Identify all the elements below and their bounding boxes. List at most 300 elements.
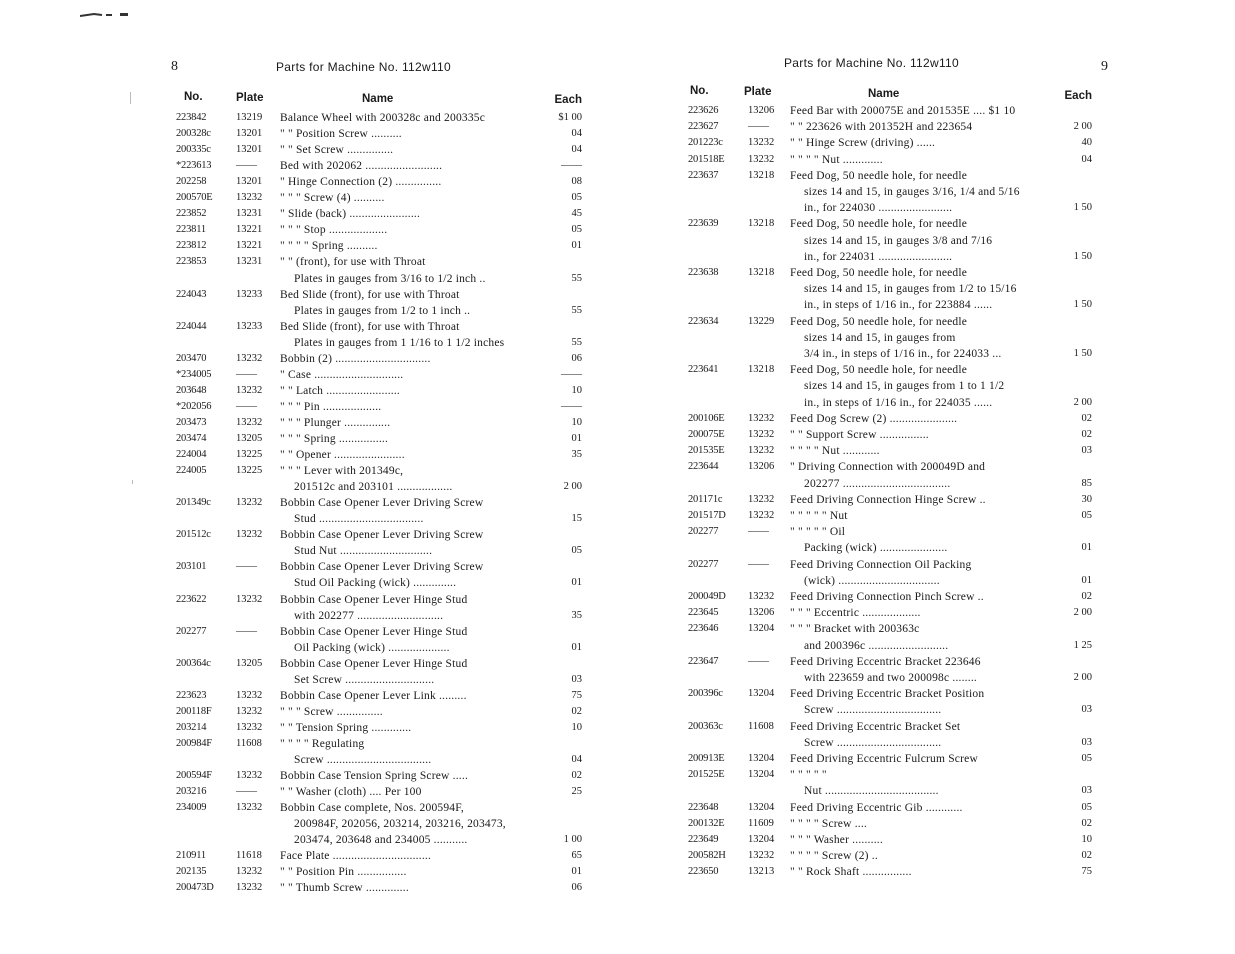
unit-price: 06: [571, 882, 582, 894]
part-number: 200913E: [688, 753, 725, 764]
unit-price: 01: [1081, 542, 1092, 554]
part-name: 203474, 203648 and 234005 ...........: [294, 834, 468, 847]
unit-price: 05: [571, 224, 582, 236]
plate-number: 13232: [748, 591, 775, 602]
unit-price: 02: [1081, 412, 1092, 424]
table-row: [168, 206, 586, 222]
plate-number: 13205: [236, 433, 263, 444]
plate-number: 13232: [236, 497, 263, 509]
table-row: [168, 752, 586, 768]
table-row: [168, 335, 586, 351]
table-row: [680, 670, 1100, 686]
unit-price: 06: [571, 352, 582, 364]
table-row: [168, 624, 586, 640]
part-name: Bed Slide (front), for use with Throat: [280, 320, 460, 333]
plate-number: ——: [236, 400, 257, 412]
part-number: 224005: [176, 465, 207, 477]
part-number: 223812: [176, 240, 207, 252]
part-number: 223645: [688, 607, 719, 619]
part-name: Bed with 202062 .........................: [280, 160, 443, 173]
part-name: " " " " Spring ..........: [280, 240, 378, 253]
plate-number: 13232: [748, 412, 775, 424]
unit-price: 05: [1081, 510, 1092, 521]
plate-number: 13204: [748, 834, 775, 845]
table-row: [680, 443, 1100, 459]
part-name: Bobbin (2) ...............................: [280, 352, 431, 365]
column-header-each: Each: [554, 94, 582, 106]
column-header-name: Name: [868, 88, 900, 100]
part-number: 224004: [176, 449, 207, 461]
part-number: 224044: [176, 320, 207, 332]
table-row: [168, 238, 586, 254]
table-row: [680, 200, 1100, 216]
part-number: 200473D: [176, 882, 214, 894]
plate-number: ——: [748, 526, 769, 538]
part-name: Feed Driving Connection Hinge Screw ..: [790, 493, 986, 506]
table-row: [168, 399, 586, 415]
plate-number: 13232: [748, 510, 775, 521]
table-row: [168, 768, 586, 784]
part-name: Feed Driving Eccentric Bracket 223646: [790, 655, 981, 668]
plate-number: 13232: [748, 850, 775, 862]
table-row: [168, 592, 586, 608]
table-row: [680, 783, 1100, 799]
table-row: [680, 362, 1100, 378]
plate-number: 13218: [748, 267, 775, 278]
table-row: [168, 367, 586, 383]
part-name: 201512c and 203101 ..................: [294, 481, 453, 494]
table-row: [168, 816, 586, 832]
unit-price: 03: [1081, 704, 1092, 716]
plate-number: 13225: [236, 449, 263, 461]
part-name: " " " " Screw (2) ..: [790, 850, 878, 863]
part-number: 200049D: [688, 591, 726, 602]
plate-number: 13232: [748, 153, 775, 165]
plate-number: 13204: [748, 769, 775, 781]
plate-number: 13232: [236, 529, 263, 541]
part-name: Oil Packing (wick) ....................: [294, 641, 450, 654]
unit-price: ——: [561, 160, 582, 172]
table-row: [168, 351, 586, 367]
part-name: sizes 14 and 15, in gauges 3/8 and 7/16: [804, 234, 993, 247]
part-name: " " " Lever with 201349c,: [280, 465, 404, 478]
unit-price: 10: [571, 721, 582, 733]
part-number: 201349c: [176, 497, 211, 509]
part-number: 203214: [176, 721, 207, 733]
column-header-each: Each: [1064, 90, 1092, 102]
part-number: 223622: [176, 593, 207, 605]
margin-speck: [130, 92, 131, 104]
plate-number: 13205: [236, 657, 263, 669]
part-number: 224043: [176, 288, 207, 300]
unit-price: 08: [571, 176, 582, 188]
table-row: [680, 605, 1100, 621]
table-row: [680, 135, 1100, 151]
part-name: in., for 224031 ........................: [804, 250, 953, 263]
plate-number: ——: [236, 368, 257, 380]
unit-price: 01: [571, 641, 582, 653]
table-row: [680, 330, 1100, 346]
page-number: 8: [171, 59, 178, 74]
unit-price: 65: [571, 850, 582, 862]
part-number: 223626: [688, 105, 719, 116]
column-header-no: No.: [184, 91, 203, 103]
table-row: [680, 654, 1100, 670]
plate-number: ——: [236, 786, 257, 798]
table-row: [168, 303, 586, 319]
table-row: [168, 447, 586, 463]
part-name: " " " " " Nut: [790, 510, 848, 522]
plate-number: 13232: [236, 352, 263, 364]
table-row: [168, 158, 586, 174]
part-number: 223639: [688, 218, 719, 230]
table-row: [680, 767, 1100, 783]
part-name: Bobbin Case Opener Lever Driving Screw: [280, 561, 484, 574]
plate-number: 13232: [236, 689, 263, 701]
part-number: 200118F: [176, 705, 212, 717]
part-name: sizes 14 and 15, in gauges from 1/2 to 15/16: [804, 283, 1017, 296]
part-name: " " " " Screw ....: [790, 817, 867, 830]
part-number: *202056: [176, 400, 212, 412]
part-name: with 223659 and two 200098c ........: [804, 672, 977, 684]
table-row: [168, 800, 586, 816]
part-number: 223638: [688, 267, 719, 278]
part-name: " " Position Pin ................: [280, 866, 407, 879]
part-name: (wick) .................................: [804, 574, 940, 587]
table-row: [680, 524, 1100, 540]
part-number: 201525E: [688, 769, 725, 781]
part-name: sizes 14 and 15, in gauges from 1 to 1 1/2: [804, 380, 1005, 393]
unit-price: 2 00: [563, 481, 582, 493]
part-name: in., in steps of 1/16 in., for 223884 ......: [804, 299, 993, 312]
unit-price: 03: [1081, 785, 1092, 797]
unit-price: 2 00: [1073, 672, 1092, 683]
plate-number: 13213: [748, 866, 775, 878]
part-name: sizes 14 and 15, in gauges from: [804, 331, 956, 344]
part-name: " " Position Screw ..........: [280, 128, 402, 141]
part-number: 223646: [688, 623, 719, 635]
part-name: " " " Spring ................: [280, 433, 389, 445]
part-name: Bobbin Case Opener Lever Driving Screw: [280, 497, 484, 510]
plate-number: 13218: [748, 364, 775, 376]
part-name: and 200396c ..........................: [804, 639, 949, 652]
part-number: 200984F: [176, 737, 212, 749]
part-number: 200132E: [688, 817, 725, 829]
plate-number: 13232: [236, 721, 263, 733]
table-row: [680, 459, 1100, 475]
part-name: " " " Screw (4) ..........: [280, 192, 385, 205]
part-number: 223852: [176, 208, 207, 220]
unit-price: 02: [1081, 591, 1092, 602]
plate-number: 13218: [748, 169, 775, 181]
part-number: 223627: [688, 121, 719, 133]
plate-number: 13232: [236, 384, 263, 396]
unit-price: 01: [1081, 574, 1092, 586]
part-name: Feed Driving Connection Pinch Screw ..: [790, 591, 984, 603]
unit-price: 05: [1081, 801, 1092, 813]
part-name: " " " Pin ...................: [280, 400, 382, 413]
part-name: Feed Driving Connection Oil Packing: [790, 558, 972, 571]
plate-number: 13206: [748, 607, 775, 619]
unit-price: 05: [1081, 753, 1092, 764]
part-number: *223613: [176, 160, 212, 172]
table-row: [168, 688, 586, 704]
unit-price: 05: [571, 192, 582, 204]
part-name: " " (front), for use with Throat: [280, 256, 426, 269]
part-name: 3/4 in., in steps of 1/16 in., for 224033 ...: [804, 348, 1002, 360]
part-number: 203101: [176, 561, 207, 573]
part-number: 202135: [176, 866, 207, 878]
plate-number: 13206: [748, 105, 775, 116]
table-row: [168, 142, 586, 158]
plate-number: 13232: [236, 416, 263, 428]
table-row: [168, 479, 586, 495]
unit-price: 45: [571, 208, 582, 220]
part-number: 203216: [176, 786, 207, 798]
part-number: 201517D: [688, 510, 726, 521]
table-row: [168, 287, 586, 303]
plate-number: 13201: [236, 128, 263, 140]
part-number: 223623: [176, 689, 207, 701]
part-number: 200106E: [688, 412, 725, 424]
part-name: Feed Driving Eccentric Gib ............: [790, 801, 963, 814]
plate-number: 13232: [236, 705, 263, 717]
table-row: [680, 557, 1100, 573]
part-number: 223811: [176, 224, 206, 236]
plate-number: 13231: [236, 256, 263, 268]
part-name: " " Tension Spring .............: [280, 721, 412, 734]
part-name: " " " Plunger ...............: [280, 416, 391, 429]
part-name: with 202277 ............................: [294, 609, 444, 622]
part-name: 202277 ...................................: [804, 477, 951, 490]
unit-price: 1 50: [1073, 299, 1092, 311]
part-number: 223641: [688, 364, 719, 376]
part-number: 202258: [176, 176, 207, 188]
part-name: Stud ..................................: [294, 513, 424, 526]
table-row: [680, 168, 1100, 184]
part-name: " " Latch ........................: [280, 384, 400, 397]
part-name: Bobbin Case Opener Lever Hinge Stud: [280, 625, 468, 638]
part-name: Bobbin Case Opener Lever Hinge Stud: [280, 593, 468, 606]
part-number: 201512c: [176, 529, 211, 541]
unit-price: 10: [571, 384, 582, 396]
table-row: [680, 249, 1100, 265]
plate-number: 13233: [236, 320, 263, 332]
part-name: " " " Eccentric ...................: [790, 607, 921, 620]
part-name: Feed Dog, 50 needle hole, for needle: [790, 315, 968, 328]
part-name: " " Hinge Screw (driving) ......: [790, 137, 936, 150]
left-page: [168, 0, 586, 954]
unit-price: 02: [571, 770, 582, 782]
plate-number: 13218: [748, 218, 775, 230]
part-name: Bobbin Case Tension Spring Screw .....: [280, 770, 469, 783]
part-name: Screw ..................................: [294, 754, 432, 766]
unit-price: 30: [1081, 493, 1092, 505]
part-number: 210911: [176, 850, 206, 862]
table-row: [168, 222, 586, 238]
part-number: 200335c: [176, 144, 211, 156]
unit-price: 2 00: [1073, 607, 1092, 619]
part-number: 200363c: [688, 720, 723, 732]
table-row: [168, 319, 586, 335]
part-number: 201535E: [688, 445, 725, 457]
unit-price: 35: [571, 609, 582, 621]
unit-price: 05: [571, 545, 582, 557]
part-name: Feed Dog, 50 needle hole, for needle: [790, 169, 968, 182]
table-row: [680, 184, 1100, 200]
scan-mark: [80, 12, 132, 18]
plate-number: 13232: [236, 192, 263, 204]
part-number: 203473: [176, 416, 207, 428]
unit-price: 04: [571, 144, 582, 156]
part-name: " " 223626 with 201352H and 223654: [790, 121, 973, 134]
plate-number: ——: [236, 625, 257, 637]
unit-price: 25: [571, 786, 582, 798]
table-row: [168, 848, 586, 864]
unit-price: 02: [1081, 850, 1092, 862]
plate-number: 13225: [236, 465, 263, 477]
part-name: " Case .............................: [280, 368, 404, 381]
unit-price: 10: [1081, 834, 1092, 845]
part-name: Feed Driving Eccentric Bracket Set: [790, 720, 961, 733]
unit-price: 1 25: [1073, 639, 1092, 651]
part-number: 223634: [688, 315, 719, 327]
table-row: [168, 254, 586, 270]
part-number: 203474: [176, 433, 207, 444]
table-row: [680, 265, 1100, 281]
part-name: Feed Dog, 50 needle hole, for needle: [790, 218, 968, 231]
part-number: 223650: [688, 866, 719, 878]
table-row: [168, 383, 586, 399]
part-name: Plates in gauges from 1/2 to 1 inch ..: [294, 304, 471, 317]
part-number: 200570E: [176, 192, 213, 204]
part-number: 202277: [688, 558, 719, 570]
part-name: Feed Driving Eccentric Fulcrum Screw: [790, 753, 978, 765]
part-name: Face Plate ................................: [280, 850, 432, 863]
part-name: " " " " Nut ............: [790, 445, 880, 458]
part-number: 223647: [688, 655, 719, 667]
part-name: Set Screw .............................: [294, 673, 435, 686]
unit-price: ——: [561, 368, 582, 380]
part-name: " " " " " Oil: [790, 526, 846, 539]
part-name: Stud Nut ..............................: [294, 545, 433, 558]
table-row: [680, 621, 1100, 637]
plate-number: 13232: [236, 882, 263, 894]
unit-price: 1 00: [563, 834, 582, 846]
plate-number: 13219: [236, 112, 263, 123]
table-row: [680, 508, 1100, 524]
part-number: 234009: [176, 802, 207, 814]
table-row: [168, 431, 586, 447]
part-name: " Hinge Connection (2) ...............: [280, 176, 442, 189]
plate-number: 13204: [748, 801, 775, 813]
column-header-plate: Plate: [744, 86, 772, 98]
unit-price: 1 50: [1073, 202, 1092, 214]
unit-price: 40: [1081, 137, 1092, 149]
part-name: " " " Washer ..........: [790, 834, 883, 846]
part-name: " " " " ": [790, 769, 827, 782]
table-row: [168, 704, 586, 720]
part-name: " Slide (back) .......................: [280, 208, 421, 221]
part-number: 202277: [176, 625, 207, 637]
part-number: 200396c: [688, 688, 723, 700]
table-row: [168, 608, 586, 624]
table-row: [168, 640, 586, 656]
plate-number: 13201: [236, 144, 263, 156]
unit-price: 35: [571, 449, 582, 461]
right-page: [680, 0, 1108, 954]
part-name: " " Opener .......................: [280, 449, 405, 462]
table-row: [680, 540, 1100, 556]
table-row: [168, 271, 586, 287]
table-row: [680, 589, 1100, 605]
table-row: [680, 216, 1100, 232]
table-row: [680, 346, 1100, 362]
plate-number: 13229: [748, 315, 775, 327]
table-row: [680, 832, 1100, 848]
part-name: " Driving Connection with 200049D and: [790, 461, 986, 474]
part-name: Bobbin Case Opener Lever Hinge Stud: [280, 657, 468, 670]
unit-price: 15: [571, 513, 582, 525]
table-row: [680, 411, 1100, 427]
column-header-no: No.: [690, 85, 709, 97]
part-name: Balance Wheel with 200328c and 200335c: [280, 112, 486, 124]
plate-number: 13232: [748, 137, 775, 149]
part-name: Feed Bar with 200075E and 201535E .... $1 10: [790, 105, 1016, 117]
unit-price: 75: [1081, 866, 1092, 878]
plate-number: 13204: [748, 753, 775, 764]
plate-number: 13221: [236, 224, 263, 236]
part-name: Feed Dog, 50 needle hole, for needle: [790, 267, 968, 279]
plate-number: 13204: [748, 688, 775, 700]
part-number: 223649: [688, 834, 719, 845]
part-name: " " Washer (cloth) .... Per 100: [280, 786, 422, 799]
table-row: [168, 174, 586, 190]
table-row: [680, 573, 1100, 589]
part-number: *234005: [176, 368, 212, 380]
page-number: 9: [1101, 59, 1108, 74]
unit-price: 2 00: [1073, 121, 1092, 133]
table-row: [168, 559, 586, 575]
part-number: 200582H: [688, 850, 726, 862]
part-number: 203648: [176, 384, 207, 396]
part-name: Nut .....................................: [804, 785, 939, 798]
table-row: [168, 880, 586, 896]
table-row: [680, 864, 1100, 880]
part-number: 201223c: [688, 137, 723, 149]
table-row: [168, 190, 586, 206]
table-row: [680, 314, 1100, 330]
unit-price: 85: [1081, 477, 1092, 489]
part-name: " " " Stop ...................: [280, 224, 388, 237]
plate-number: 13232: [236, 802, 263, 814]
unit-price: 55: [571, 304, 582, 316]
plate-number: ——: [748, 558, 769, 570]
part-name: Plates in gauges from 1 1/16 to 1 1/2 inches: [294, 336, 505, 349]
part-number: 223648: [688, 801, 719, 813]
table-row: [680, 476, 1100, 492]
unit-price: 02: [1081, 817, 1092, 829]
table-row: [168, 495, 586, 511]
part-name: " " Set Screw ...............: [280, 144, 394, 157]
table-row: [168, 784, 586, 800]
part-number: 201518E: [688, 153, 725, 165]
unit-price: 04: [1081, 153, 1092, 165]
part-number: 203470: [176, 352, 207, 364]
unit-price: 02: [571, 705, 582, 717]
part-name: sizes 14 and 15, in gauges 3/16, 1/4 and 5/16: [804, 186, 1020, 198]
part-name: " " " " Regulating: [280, 737, 365, 750]
